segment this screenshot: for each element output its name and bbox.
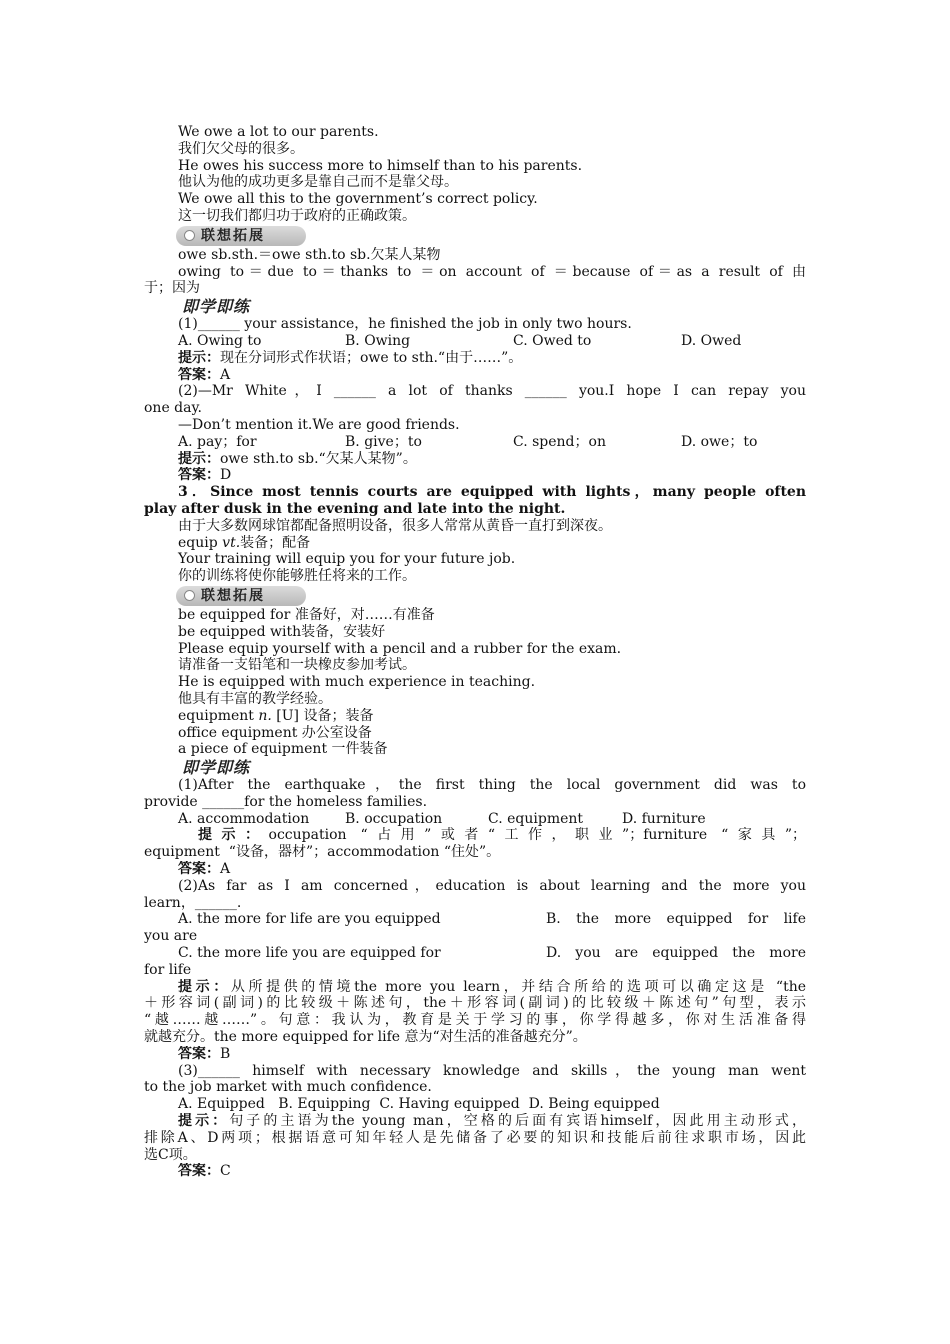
- example-en: He owes his success more to himself than to his parents.: [178, 157, 583, 174]
- hint: [144, 1113, 806, 1130]
- extension-line: office equipment 办公室设备: [178, 724, 372, 741]
- extension-line: a piece of equipment 一件装备: [178, 741, 388, 758]
- example-cn: 你的训练将使你能够胜任将来的工作。: [178, 568, 416, 585]
- hint: [144, 350, 806, 367]
- hint-label: 提示：: [198, 827, 269, 844]
- translation: 由于大多数网球馆都配备照明设备，很多人常常从黄昏一直打到深夜。: [178, 517, 612, 534]
- def-word: equip: [178, 534, 223, 551]
- option-c: C. spend；on: [513, 433, 606, 450]
- option-c: C. the more life you are equipped for: [178, 945, 441, 962]
- question-options: [144, 434, 806, 451]
- question-options: [144, 945, 806, 962]
- hint-cont: “越……越……”。句意：我认为，教育是关于学习的事，你学得越多，你对生活准备得: [144, 1012, 806, 1029]
- option-c: C. equipment: [488, 810, 584, 827]
- option-b: B. Owing: [345, 332, 411, 349]
- bullet-icon: [184, 230, 195, 241]
- bullet-icon: [184, 590, 195, 601]
- extension-badge: [176, 586, 306, 606]
- answer: [144, 1163, 806, 1180]
- option-b: B. the more equipped for life: [546, 911, 806, 928]
- hint: [144, 979, 806, 996]
- option-d: D. you are equipped the more: [546, 945, 806, 962]
- option-a: A. Owing to: [178, 332, 262, 349]
- hint-cont: 排除A、D两项；根据语意可知年轻人是先储备了必要的知识和技能后前往求职市场，因此: [144, 1129, 806, 1146]
- option-d-cont: for life: [144, 961, 192, 978]
- hint-text: 现在分词形式作状语；owe to sth.“由于……”。: [220, 349, 523, 366]
- answer-label: 答案：: [178, 1163, 220, 1180]
- extension-line: be equipped for 准备好，对……有准备: [178, 606, 435, 623]
- extension-line: owe sb.sth.＝owe sth.to sb.欠某人某物: [178, 246, 441, 263]
- def-pos: n.: [258, 707, 272, 724]
- question-2-cont: learn，______.: [144, 894, 242, 911]
- option-a: A. the more for life are you equipped: [178, 911, 441, 928]
- question-options: [144, 911, 806, 928]
- practice-heading: 即学即练: [182, 758, 251, 778]
- answer: [144, 1046, 806, 1063]
- practice-heading: 即学即练: [182, 297, 251, 317]
- hint-cont: equipment “设备，器材”；accommodation “住处”。: [144, 844, 501, 861]
- def-meaning: [U] 设备；装备: [271, 707, 374, 724]
- def-pos: vt.: [222, 534, 241, 551]
- question-3-cont: to the job market with much confidence.: [144, 1079, 432, 1096]
- document-page: [144, 124, 806, 1180]
- option-d: D. owe；to: [681, 433, 758, 450]
- example-cn: 这一切我们都归功于政府的正确政策。: [178, 207, 416, 224]
- hint-label: 提示：: [178, 1113, 230, 1130]
- answer-value: A: [220, 366, 231, 383]
- option-d: D. furniture: [622, 810, 706, 827]
- answer-value: C: [220, 1163, 231, 1180]
- answer: [144, 861, 806, 878]
- hint-text: occupation “占用”或者“工作，职业”；furniture “家具”；: [268, 827, 806, 844]
- question-options: [144, 811, 806, 828]
- hint-cont: 选C项。: [144, 1146, 197, 1163]
- question-1: (1)______ your assistance，he finished the job in only two hours.: [178, 316, 632, 333]
- definition: [144, 535, 806, 552]
- question-2-cont: one day.: [144, 400, 202, 417]
- extension-line: be equipped with装备，安装好: [178, 623, 386, 640]
- example-cn: 他认为他的成功更多是靠自己而不是靠父母。: [178, 174, 458, 191]
- def-meaning: 装备；配备: [240, 534, 311, 551]
- answer: [144, 367, 806, 384]
- question-1: (1)After the earthquake，the first thing the local government did was to: [178, 777, 806, 794]
- extension-line-cont: 于；因为: [144, 280, 200, 297]
- example-en: We owe all this to the government’s correct policy.: [178, 191, 538, 208]
- answer-value: D: [220, 467, 232, 484]
- question-3: (3)______ himself with necessary knowledge and skills，the young man went: [178, 1062, 806, 1079]
- extension-badge: [176, 226, 306, 246]
- answer-value: A: [220, 861, 231, 878]
- answer-label: 答案：: [178, 366, 220, 383]
- sentence-heading-cont: play after dusk in the evening and late into the night.: [144, 500, 566, 517]
- extension-badge-label: 联想拓展: [201, 587, 265, 604]
- hint-cont: ＋形容词(副词)的比较级＋陈述句，the＋形容词(副词)的比较级＋陈述句”句型，表示: [144, 995, 806, 1012]
- hint-cont: 就越充分。the more equipped for life 意为“对生活的准备越充分”。: [144, 1029, 587, 1046]
- extension-line: He is equipped with much experience in teaching.: [178, 674, 536, 691]
- question-2: (2)—Mr White，I ______ a lot of thanks ______ you.I hope I can repay you: [178, 383, 806, 400]
- question-2-reply: —Don’t mention it.We are good friends.: [178, 416, 460, 433]
- hint-label: 提示：: [178, 349, 220, 366]
- option-b-cont: you are: [144, 928, 198, 945]
- hint-text: owe sth.to sb.“欠某人某物”。: [220, 450, 417, 467]
- hint-text: 从所提供的情境the more you learn，并结合所给的选项可以确定这是 “the: [230, 978, 806, 995]
- option-d: D. Owed: [681, 332, 742, 349]
- hint: [144, 827, 806, 844]
- hint-label: 提示：: [178, 978, 231, 995]
- option-a: A. pay；for: [178, 433, 257, 450]
- example-en: We owe a lot to our parents.: [178, 124, 379, 140]
- answer-label: 答案：: [178, 861, 220, 878]
- sentence-heading: 3．Since most tennis courts are equipped with lights，many people often: [178, 484, 806, 501]
- answer: [144, 467, 806, 484]
- extension-badge-label: 联想拓展: [201, 227, 265, 244]
- def-word: equipment: [178, 707, 259, 724]
- question-options: [144, 333, 806, 350]
- option-c: C. Owed to: [513, 332, 592, 349]
- hint: [144, 451, 806, 468]
- example-en: Your training will equip you for your future job.: [178, 551, 516, 568]
- question-2: (2)As far as I am concerned，education is about learning and the more you: [178, 877, 806, 894]
- question-1-cont: provide ______for the homeless families.: [144, 793, 428, 810]
- extension-line: owing to＝due to＝thanks to ＝on account of ＝because of＝as a result of 由: [178, 263, 806, 280]
- answer-value: B: [220, 1045, 231, 1062]
- hint-label: 提示：: [178, 450, 220, 467]
- extension-line: [144, 708, 806, 725]
- option-a: A. accommodation: [178, 810, 310, 827]
- option-b: B. give；to: [345, 433, 422, 450]
- extension-line: Please equip yourself with a pencil and a rubber for the exam.: [178, 640, 622, 657]
- extension-line: 他具有丰富的教学经验。: [178, 690, 332, 707]
- answer-label: 答案：: [178, 467, 220, 484]
- hint-text: 句子的主语为the young man，空格的后面有宾语himself，因此用主动形式，: [229, 1113, 806, 1130]
- answer-label: 答案：: [178, 1045, 220, 1062]
- extension-line: 请准备一支铅笔和一块橡皮参加考试。: [178, 657, 416, 674]
- example-cn: 我们欠父母的很多。: [178, 140, 304, 157]
- option-b: B. occupation: [345, 810, 443, 827]
- question-options: A. Equipped B. Equipping C. Having equipped D. Being equipped: [178, 1096, 660, 1113]
